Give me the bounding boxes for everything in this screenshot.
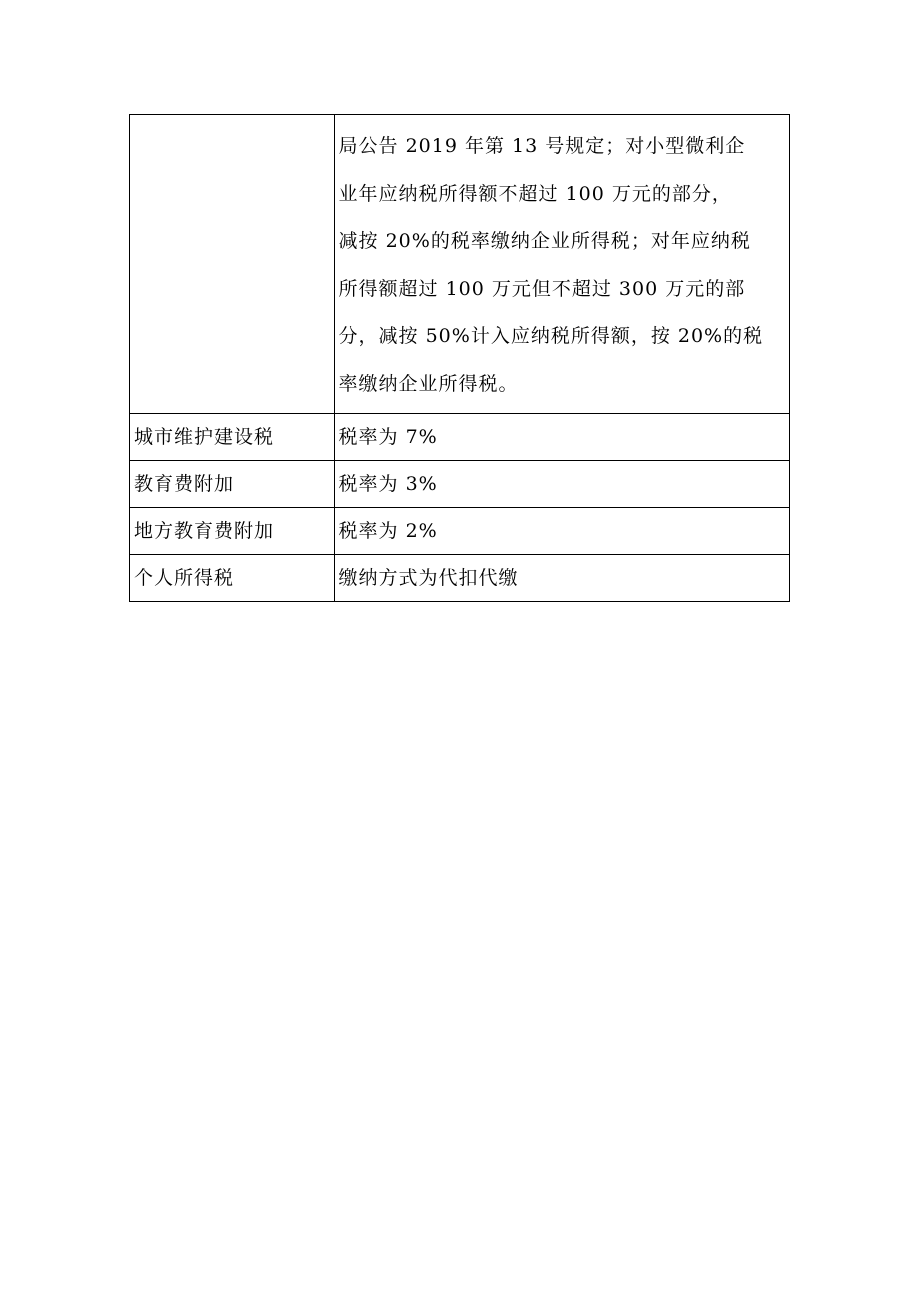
tax-description-cell: 税率为 3% <box>334 460 789 507</box>
tax-description-cell: 税率为 2% <box>334 507 789 554</box>
tax-name-cell <box>130 115 335 414</box>
table-row <box>130 507 790 554</box>
table-row <box>130 554 790 601</box>
tax-description-cell: 缴纳方式为代扣代缴 <box>334 554 789 601</box>
desc-line: 所得额超过 100 万元但不超过 300 万元的部 <box>338 277 746 300</box>
tax-table <box>129 114 790 602</box>
table-row <box>130 460 790 507</box>
desc-line: 分，减按 50%计入应纳税所得额，按 20%的税 <box>338 325 764 348</box>
desc-line: 业年应纳税所得额不超过 100 万元的部分， <box>338 182 732 205</box>
table-row <box>130 115 790 414</box>
tax-description-cell <box>334 115 789 414</box>
desc-line: 局公告 2019 年第 13 号规定；对小型微利企 <box>338 135 746 157</box>
tax-name-cell: 个人所得税 <box>130 554 335 601</box>
desc-line: 减按 20%的税率缴纳企业所得税；对年应纳税 <box>338 230 751 253</box>
desc-line: 率缴纳企业所得税。 <box>338 372 519 395</box>
table-row <box>130 413 790 460</box>
tax-name-cell: 教育费附加 <box>130 460 335 507</box>
tax-description-cell: 税率为 7% <box>334 413 789 460</box>
tax-name-cell: 城市维护建设税 <box>130 413 335 460</box>
tax-name-cell: 地方教育费附加 <box>130 507 335 554</box>
